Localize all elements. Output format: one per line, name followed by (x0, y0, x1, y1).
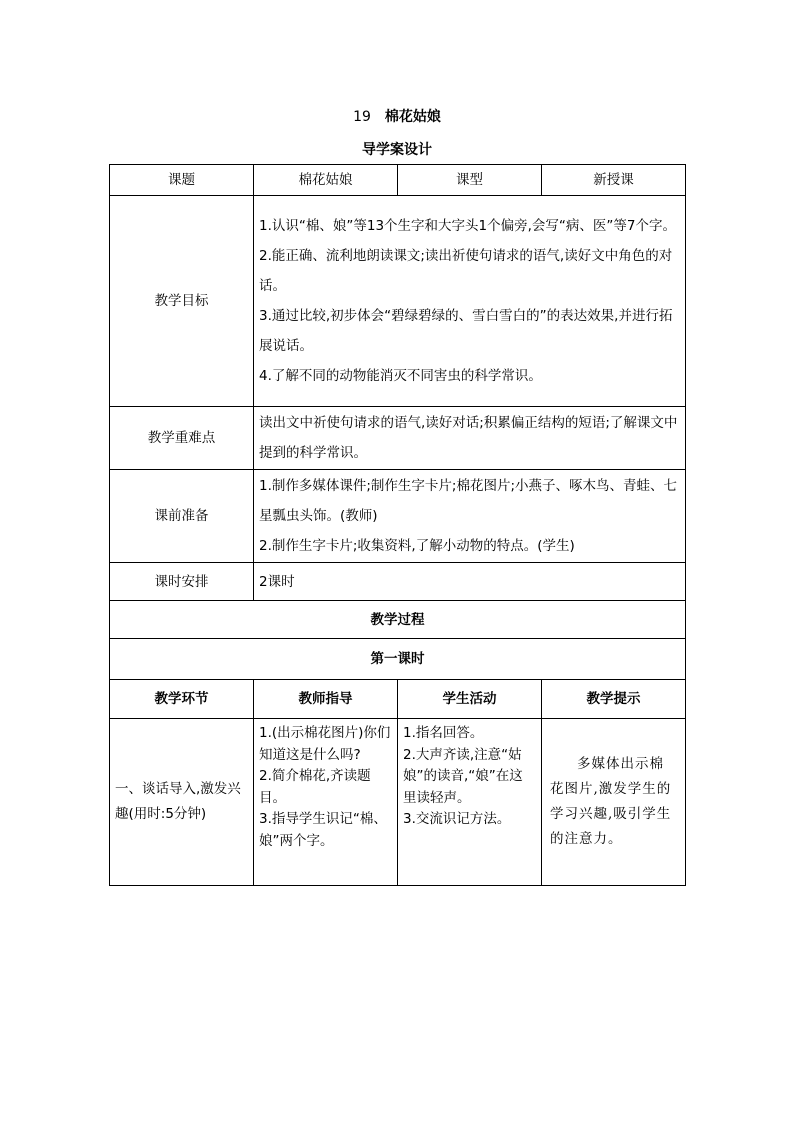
type-value: 新授课 (542, 165, 686, 196)
teacher-cell (254, 719, 398, 886)
topic-value: 棉花姑娘 (254, 165, 398, 196)
goal-item: 3.通过比较,初步体会“碧绿碧绿的、雪白雪白的”的表达效果,并进行拓展说话。 (259, 308, 673, 354)
prep-item: 2.制作生字卡片;收集资料,了解小动物的特点。(学生) (259, 538, 575, 554)
column-header-row (110, 680, 686, 719)
goals-row (110, 196, 686, 407)
keypoints-text: 读出文中祈使句请求的语气,读好对话;积累偏正结构的短语;了解课文中提到的科学常识。 (259, 415, 678, 461)
student-step: 2.大声齐读,注意“姑娘”的读音,“娘”在这里读轻声。 (403, 746, 523, 806)
student-step: 1.指名回答。 (403, 725, 484, 741)
col-teacher-header: 教师指导 (254, 680, 398, 719)
process-header: 教学过程 (110, 601, 686, 639)
document-subtitle: 导学案设计 (362, 142, 432, 158)
teacher-step: 1.(出示棉花图片)你们知道这是什么吗? (259, 725, 391, 763)
stage-cell (110, 719, 254, 886)
type-label: 课型 (398, 165, 542, 196)
keypoints-cell (254, 407, 686, 470)
col-student-header: 学生活动 (398, 680, 542, 719)
keypoints-row (110, 407, 686, 470)
goal-item: 4.了解不同的动物能消灭不同害虫的科学常识。 (259, 368, 542, 384)
schedule-value: 2课时 (254, 563, 686, 601)
lesson-title-text: 棉花姑娘 (384, 109, 441, 125)
student-step: 3.交流识记方法。 (403, 811, 511, 827)
topic-label: 课题 (110, 165, 254, 196)
goals-label: 教学目标 (110, 196, 254, 407)
topic-row (110, 165, 686, 196)
lesson-plan-table (109, 164, 686, 886)
process-header-row (110, 601, 686, 639)
teacher-step: 2.简介棉花,齐读题目。 (259, 768, 371, 806)
tips-cell (542, 719, 686, 886)
keypoints-label: 教学重难点 (110, 407, 254, 470)
col-tips-header: 教学提示 (542, 680, 686, 719)
goal-item: 1.认识“棉、娘”等13个生字和大字头1个偏旁,会写“病、医”等7个字。 (259, 218, 677, 234)
prep-row (110, 470, 686, 563)
schedule-label: 课时安排 (110, 563, 254, 601)
prep-label: 课前准备 (110, 470, 254, 563)
prep-item: 1.制作多媒体课件;制作生字卡片;棉花图片;小燕子、啄木鸟、青蛙、七星瓢虫头饰。(教师) (259, 478, 678, 524)
prep-cell (254, 470, 686, 563)
tips-text: 多媒体出示棉花图片,激发学生的学习兴趣,吸引学生的注意力。 (550, 756, 672, 847)
first-lesson-header: 第一课时 (110, 639, 686, 680)
lesson-number: 19 (353, 109, 371, 125)
first-lesson-row (110, 639, 686, 680)
schedule-row (110, 563, 686, 601)
col-stage-header: 教学环节 (110, 680, 254, 719)
process-row (110, 719, 686, 886)
student-cell (398, 719, 542, 886)
stage-text: 一、谈话导入,激发兴趣(用时:5分钟) (115, 781, 241, 822)
teacher-step: 3.指导学生识记“棉、娘”两个字。 (259, 811, 387, 849)
goal-item: 2.能正确、流利地朗读课文;读出祈使句请求的语气,读好文中角色的对话。 (259, 248, 673, 294)
goals-cell (254, 196, 686, 407)
lesson-title (0, 106, 794, 126)
